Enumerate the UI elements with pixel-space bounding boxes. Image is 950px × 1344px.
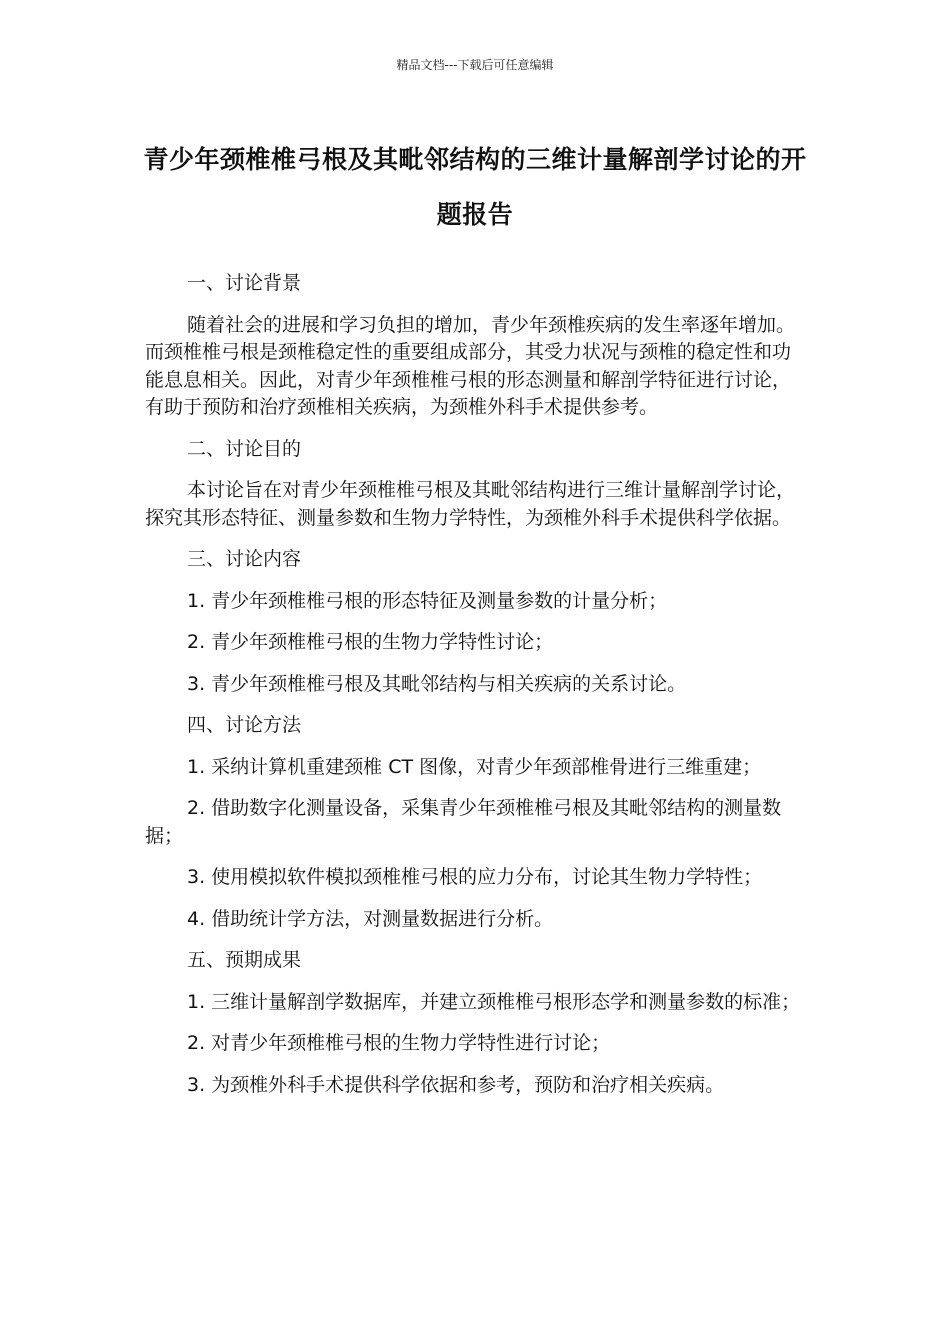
list-item-results-2: 2. 对青少年颈椎椎弓根的生物力学特性进行讨论； [187,1032,611,1054]
list-item-content-2: 2. 青少年颈椎椎弓根的生物力学特性讨论； [187,631,554,653]
section-heading-methods: 四、讨论方法 [187,714,302,736]
paragraph-purpose: 本讨论旨在对青少年颈椎椎弓根及其毗邻结构进行三维计量解剖学讨论，探究其形态特征、测量参数和生物力学特性，为颈椎外科手术提供科学依据。 [145,479,796,529]
list-item-content-3: 3. 青少年颈椎椎弓根及其毗邻结构与相关疾病的关系讨论。 [187,672,687,695]
section-heading-background: 一、讨论背景 [187,272,302,294]
list-item-results-3: 3. 为颈椎外科手术提供科学依据和参考，预防和治疗相关疾病。 [187,1073,725,1096]
list-item-methods-1: 1. 采纳计算机重建颈椎 CT 图像，对青少年颈部椎骨进行三维重建； [187,755,762,778]
list-item-methods-3: 3. 使用模拟软件模拟颈椎椎弓根的应力分布，讨论其生物力学特性； [187,866,763,888]
document-title: 青少年颈椎椎弓根及其毗邻结构的三维计量解剖学讨论的开题报告 [143,145,807,229]
list-item-content-1: 1. 青少年颈椎椎弓根的形态特征及测量参数的计量分析； [187,589,668,612]
list-item-methods-4: 4. 借助统计学方法，对测量数据进行分析。 [187,907,554,930]
section-heading-content: 三、讨论内容 [187,548,302,570]
page-header: 精品文档---下载后可任意编辑 [396,58,554,72]
list-item-results-1: 1. 三维计量解剖学数据库，并建立颈椎椎弓根形态学和测量参数的标准； [187,990,801,1013]
section-heading-results: 五、预期成果 [187,949,302,971]
document-body [145,270,807,1099]
section-heading-purpose: 二、讨论目的 [187,437,302,460]
paragraph-background: 随着社会的进展和学习负担的增加，青少年颈椎疾病的发生率逐年增加。而颈椎椎弓根是颈椎稳定性的重要组成部分，其受力状况与颈椎的稳定性和功能息息相关。因此，对青少年颈椎椎弓根的形态测量和解剖学特征进行讨论，有助于预防和治疗颈椎相关疾病，为颈椎外科手术提供参考。 [145,313,796,418]
list-item-methods-2: 2. 借助数字化测量设备，采集青少年颈椎椎弓根及其毗邻结构的测量数据； [145,797,782,847]
